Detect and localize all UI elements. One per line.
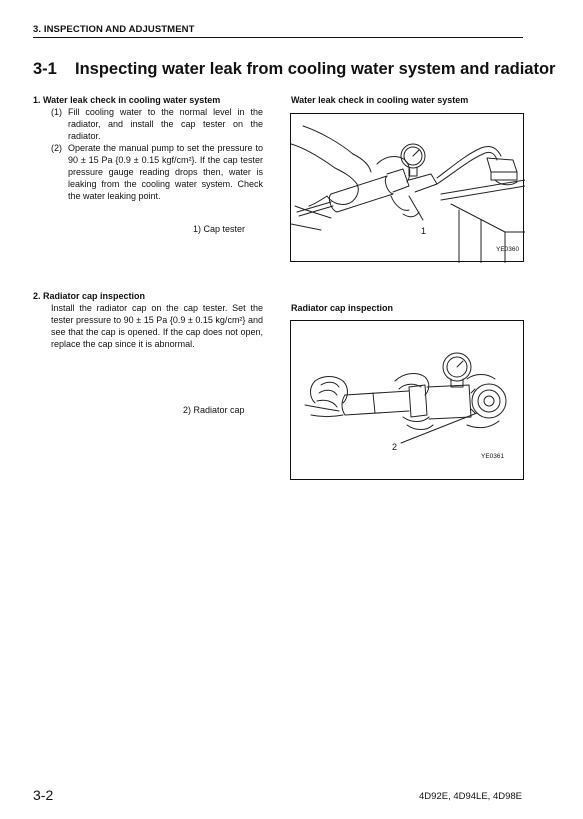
figure2-caption: Radiator cap inspection [291,303,394,313]
page-number: 3-2 [33,787,54,803]
item1-heading: 1. Water leak check in cooling water system [33,95,221,105]
figure1-callout: 1 [421,226,427,236]
page-title: Inspecting water leak from cooling water system and radiator [75,60,556,78]
item1-step1-number: (1) [51,107,62,117]
section-header: 3. INSPECTION AND ADJUSTMENT [33,24,195,35]
figure2-callout: 2 [392,442,398,452]
item1-step2-text: Operate the manual pump to set the pressure to 90 ± 15 Pa {0.9 ± 0.15 kgf/cm²}. If the cap tester pressure gauge reading drops then, water is leaking from the cooling water system. Check the water leaking point. [68,143,263,201]
item2-text: Install the radiator cap on the cap tester. Set the tester pressure to 90 ± 15 Pa {0.9 ± 0.15 kg/cm²} and see that the cap is opened. If the cap does not open, replace the cap since it is abnormal. [51,303,263,349]
cap-tester-illustration [291,114,525,263]
figure2-frame [290,320,524,480]
title-number: 3-1 [33,60,57,78]
item1-legend: 1) Cap tester [193,224,246,234]
figure2-code: YE0361 [481,453,505,460]
figure1-code: YE0360 [496,246,520,253]
figure1-frame [290,113,524,262]
item2-heading: 2. Radiator cap inspection [33,291,146,301]
item1-step1-text: Fill cooling water to the normal level in the radiator, and install the cap tester on the radiator. [68,107,263,141]
figure1-caption: Water leak check in cooling water system [291,95,469,105]
header-rule [33,37,523,38]
item2-legend: 2) Radiator cap [183,405,245,415]
item1-step2-number: (2) [51,143,62,153]
footer-models: 4D92E, 4D94LE, 4D98E [419,791,522,802]
